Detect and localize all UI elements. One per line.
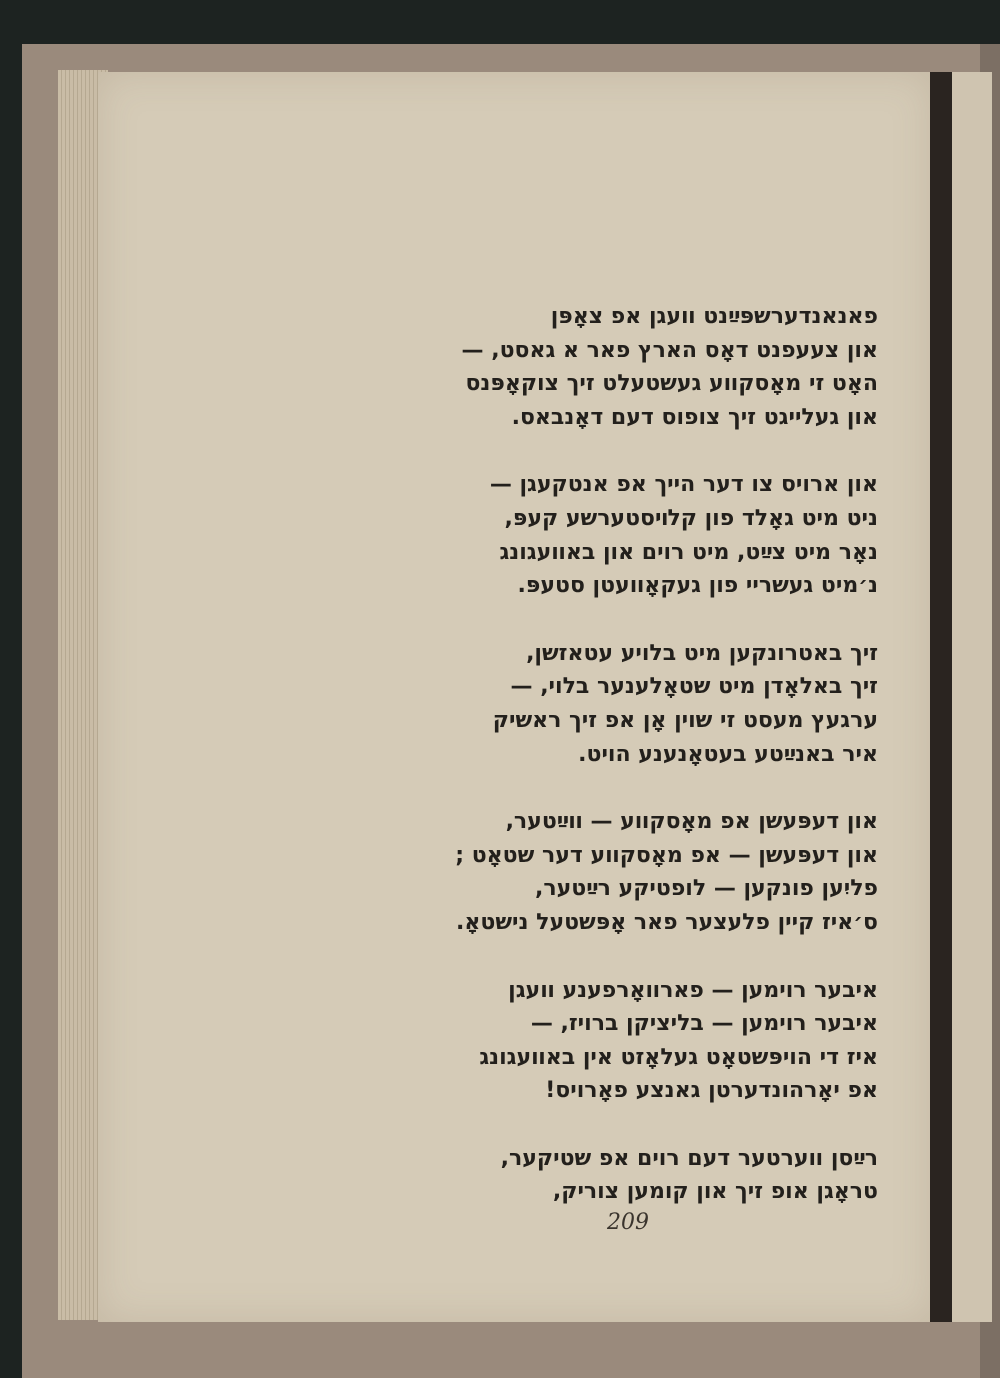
poem-text [278, 300, 878, 1243]
poem-line: נאָר מיט צײַט, מיט רוים און באװעגונג [499, 539, 878, 565]
poem-line: איבער רוימען — בליציקן ברויז, — [530, 1011, 878, 1037]
poem-line: איז די הויפּשטאָט געלאָזט אין באװעגונג [479, 1044, 878, 1070]
poem-line: און ארויס צו דער הייך אפ אנטקעגן — [489, 472, 878, 498]
stanza [278, 300, 878, 434]
poem-line: אפ יאָרהונדערטן גאנצע פאָרויס! [545, 1078, 878, 1104]
poem-line: זיך באלאָדן מיט שטאָלענער בלוי, — [510, 674, 878, 700]
poem-line: ס׳איז קיין פלעצער פאר אָפּשטעל נישטאָ. [456, 909, 878, 935]
book-page [98, 72, 932, 1322]
poem-line: און דעפּעשן — אפ מאָסקװע דער שטאָט ; [455, 842, 878, 868]
stanza [278, 974, 878, 1108]
page-number: 209 [607, 1210, 649, 1235]
poem-line: זיך באטרונקען מיט בלויע עטאזשן, [526, 640, 878, 666]
poem-line: ניט מיט גאָלד פון קלױסטערשע קעפּ, [504, 505, 878, 531]
poem-line: און דעפּעשן אפ מאָסקװע — װײַטער, [505, 809, 878, 835]
poem-line: און צעעפנט דאָס הארץ פאר א גאסט, — [461, 337, 878, 363]
facing-page-edge [952, 72, 992, 1322]
poem-line: און געלייגט זיך צופוס דעם דאָנבאס. [511, 404, 878, 430]
poem-line: נ׳מיט געשריי פון געקאָװעטן סטעפּ. [517, 573, 878, 599]
stanza [278, 637, 878, 771]
poem-line: איבער רוימען — פארװאָרפענע װעגן [508, 977, 878, 1003]
stanza [278, 805, 878, 939]
poem-line: ערגעץ מעסט זי שוין אָן אפ זיך ראשיק [492, 707, 878, 733]
stanza [278, 468, 878, 602]
poem-line: פליִען פונקען — לופטיקע רײַטער, [535, 876, 878, 902]
poem-line: איר באנײַטע בעטאָנענע הויט. [578, 741, 878, 767]
poem-line: רײַסן װערטער דעם רוים אפ שטיקער, [500, 1145, 878, 1171]
poem-line: האָט זי מאָסקװע געשטעלט זיך צוקאָפּנס [465, 371, 878, 397]
book-gutter [930, 72, 952, 1322]
poem-line: פאנאנדערשפּײַנט װעגן אפ צאָפּן [550, 304, 878, 329]
poem-line: טראָגן אופ זיך און קומען צוריק, [552, 1179, 878, 1205]
stanza [278, 1142, 878, 1209]
